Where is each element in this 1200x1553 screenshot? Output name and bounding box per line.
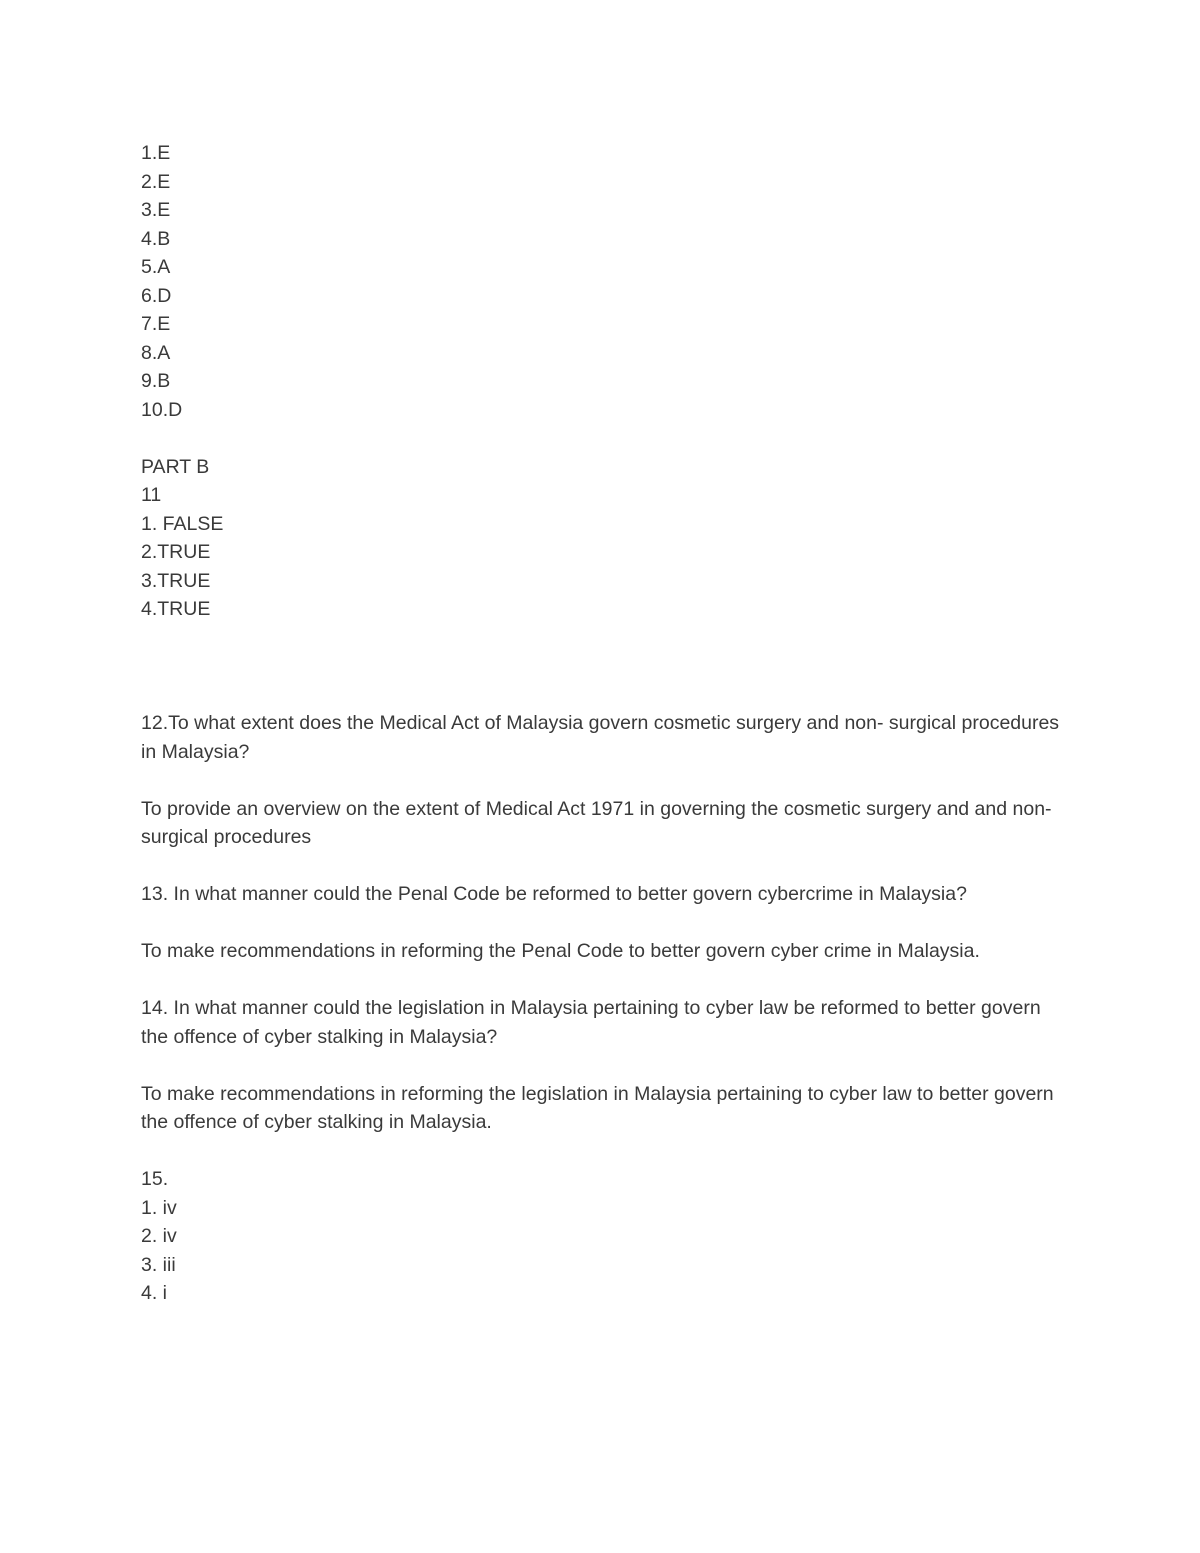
question-15-answer-3: 3. iii <box>141 1253 176 1276</box>
question-11-answer-1: 1. FALSE <box>141 512 224 535</box>
spacer <box>141 424 1071 453</box>
answer-7: 7.E <box>141 313 171 335</box>
spacer <box>141 966 1071 995</box>
question-14-answer: To make recommendations in reforming the legislation in Malaysia pertaining to cyber law to better govern the offence of cyber stalking in Malaysia. <box>141 1082 1054 1133</box>
spacer <box>141 1137 1071 1166</box>
answer-5: 5.A <box>141 256 171 278</box>
question-12-text: 12.To what extent does the Medical Act of Malaysia govern cosmetic surgery and non- surgical procedures in Malaysia? <box>141 712 1060 763</box>
question-12-answer: To provide an overview on the extent of Medical Act 1971 in governing the cosmetic surgery and and non- surgical procedures <box>141 797 1052 848</box>
question-15-block <box>141 1165 1071 1308</box>
spacer <box>141 624 1071 710</box>
document-page <box>141 139 1071 1308</box>
question-14-text: 14. In what manner could the legislation in Malaysia pertaining to cyber law be reformed to better govern the offence of cyber stalking in Malaysia? <box>141 997 1041 1048</box>
question-11-number: 11 <box>141 484 162 506</box>
spacer <box>141 766 1071 795</box>
part-b-heading: PART B <box>141 455 210 478</box>
answer-10: 10.D <box>141 398 183 421</box>
part-b-section <box>141 453 1071 624</box>
question-12-block <box>141 709 1071 852</box>
spacer <box>141 909 1071 938</box>
question-15-answer-1: 1. iv <box>141 1196 177 1219</box>
question-15-number: 15. <box>141 1168 169 1190</box>
spacer <box>141 1051 1071 1080</box>
question-13-answer: To make recommendations in reforming the Penal Code to better govern cyber crime in Malaysia. <box>141 940 980 962</box>
question-13-text: 13. In what manner could the Penal Code be reformed to better govern cybercrime in Malaysia? <box>141 883 967 905</box>
question-11-answer-2: 2.TRUE <box>141 541 211 563</box>
answer-6: 6.D <box>141 284 172 307</box>
question-11-answer-4: 4.TRUE <box>141 598 211 620</box>
spacer <box>141 852 1071 881</box>
question-15-answer-2: 2. iv <box>141 1225 177 1247</box>
question-11-answer-3: 3.TRUE <box>141 569 211 592</box>
part-a-answer-list <box>141 139 1071 424</box>
answer-4: 4.B <box>141 227 171 250</box>
question-14-block <box>141 994 1071 1137</box>
question-13-block <box>141 880 1071 966</box>
answer-9: 9.B <box>141 370 171 392</box>
answer-3: 3.E <box>141 199 171 221</box>
question-15-answer-4: 4. i <box>141 1282 168 1304</box>
answer-8: 8.A <box>141 341 171 364</box>
answer-2: 2.E <box>141 170 171 193</box>
answer-1: 1.E <box>141 142 171 164</box>
